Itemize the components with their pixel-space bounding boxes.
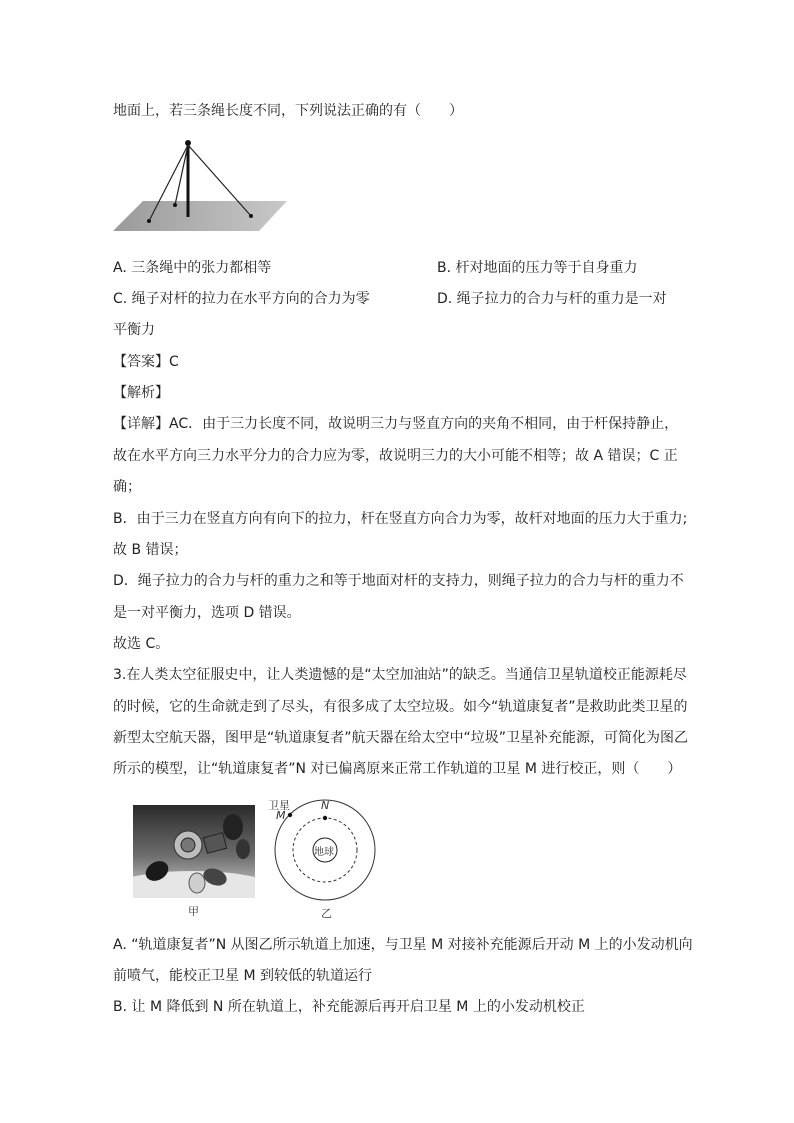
satellite-n-dot <box>323 816 327 820</box>
figure-yi-caption: 乙 <box>321 907 332 920</box>
pole-ropes-figure <box>113 133 288 233</box>
option-a: A. 三条绳中的张力都相等 <box>113 260 272 276</box>
q3-stem-line: 的时候，它的生命就走到了尽头，有很多成了太空垃圾。如今“轨道康复者”是救助此类卫星的 <box>113 699 688 715</box>
q3-stem-line: 3.在人类太空征服史中，让人类遗憾的是“太空加油站”的缺乏。当通信卫星轨道校正能源耗尽 <box>113 667 687 683</box>
q3-option-a: A. “轨道康复者”N 从图乙所示轨道上加速，与卫星 M 对接补充能源后开动 M 上的小发动机向 <box>113 937 693 953</box>
ground-plane <box>113 201 287 231</box>
satellite-photo-figure <box>133 805 255 898</box>
explanation-line: 是一对平衡力，选项 D 错误。 <box>113 605 301 621</box>
label-earth: 地球 <box>314 847 334 858</box>
satellite-label: 卫星 <box>268 799 290 812</box>
explanation-line: D．绳子拉力的合力与杆的重力之和等于地面对杆的支持力，则绳子拉力的合力与杆的重力不 <box>113 573 684 589</box>
answer: 【答案】C <box>113 354 179 370</box>
rope-2 <box>175 145 188 205</box>
explanation-line: 【详解】AC．由于三力长度不同，故说明三力与竖直方向的夹角不相同，由于杆保持静止， <box>113 416 679 432</box>
analysis-label: 【解析】 <box>113 385 169 401</box>
satellite-m-dot <box>288 813 292 817</box>
label-m: M <box>276 809 286 822</box>
option-d-continued: 平衡力 <box>113 322 155 338</box>
q3-option-b: B. 让 M 降低到 N 所在轨道上，补充能源后再开启卫星 M 上的小发动机校正 <box>113 999 585 1015</box>
label-n: N <box>321 799 330 812</box>
option-d: D. 绳子拉力的合力与杆的重力是一对 <box>437 291 667 307</box>
explanation-line: B．由于三力在竖直方向有向下的拉力，杆在竖直方向合力为零，故杆对地面的压力大于重力; <box>113 511 688 527</box>
q3-stem-line: 所示的模型，让“轨道康复者”N 对已偏离原来正常工作轨道的卫星 M 进行校正，则（ ） <box>113 761 682 777</box>
explanation-line: 故 B 错误； <box>113 542 188 558</box>
q3-stem-line: 新型太空航天器，图甲是“轨道康复者”航天器在给太空中“垃圾”卫星补充能源，可简化为图乙 <box>113 730 689 746</box>
explanation-line: 故在水平方向三力水平分力的合力应为零，故说明三力的大小可能不相等；故 A 错误；C 正 <box>113 448 678 464</box>
explanation-line: 确； <box>113 479 141 495</box>
explanation-line: 故选 C。 <box>113 636 170 652</box>
option-c: C. 绳子对杆的拉力在水平方向的合力为零 <box>113 291 370 307</box>
figure-jia-caption: 甲 <box>188 905 199 918</box>
question-stem-tail: 地面上，若三条绳长度不同，下列说法正确的有（ ） <box>113 103 463 119</box>
q3-option-a-continued: 前喷气，能校正卫星 M 到较低的轨道运行 <box>113 968 372 984</box>
option-b: B. 杆对地面的压力等于自身重力 <box>437 260 638 276</box>
